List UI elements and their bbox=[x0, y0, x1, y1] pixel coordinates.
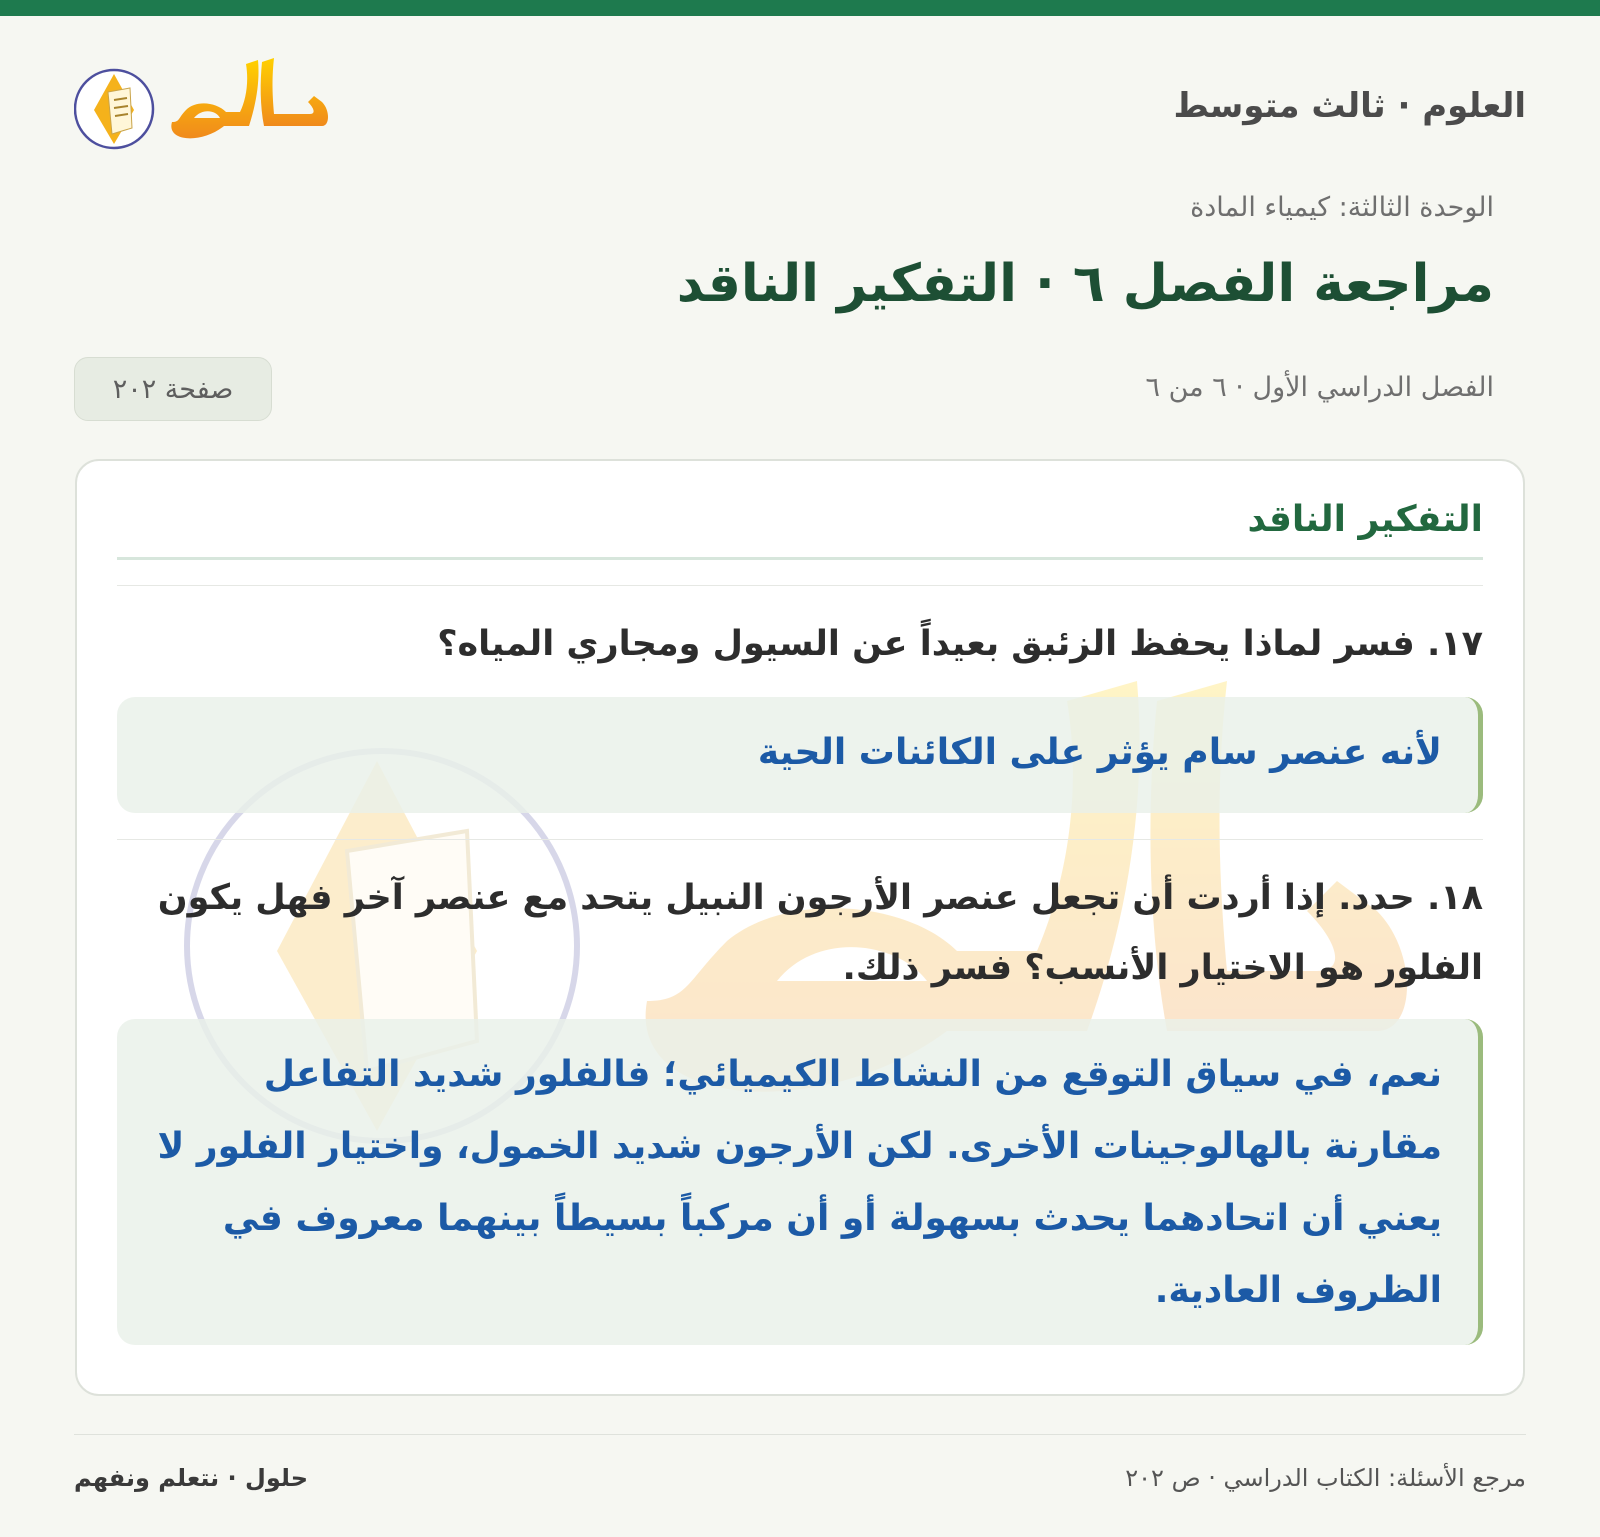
footer-reference: مرجع الأسئلة: الكتاب الدراسي · ص ٢٠٢ bbox=[1125, 1464, 1526, 1492]
unit-label: الوحدة الثالثة: كيمياء المادة bbox=[1190, 192, 1494, 223]
logo-icon bbox=[74, 52, 334, 162]
page-header bbox=[74, 52, 1526, 162]
question-divider bbox=[117, 585, 1483, 586]
hulul-logo[interactable] bbox=[74, 52, 334, 162]
page-badge: صفحة ٢٠٢ bbox=[74, 357, 272, 421]
review-card bbox=[75, 459, 1525, 1396]
heading-divider bbox=[117, 557, 1483, 560]
answer-18: نعم، في سياق التوقع من النشاط الكيميائي؛ فالفلور شديد التفاعل مقارنة بالهالوجينات الأخرى. لكن الأرجون شديد الخمول، واختيار الفلور لا يعني أن اتحادهما يحدث بسهولة أو أن مركباً بسيطاً بينهما معروف في الظروف العادية. bbox=[117, 1019, 1483, 1345]
question-17: ١٧. فسر لماذا يحفظ الزئبق بعيداً عن السيول ومجاري المياه؟ bbox=[437, 624, 1483, 664]
footer-divider bbox=[74, 1434, 1526, 1435]
top-accent-bar bbox=[0, 0, 1600, 16]
section-heading: التفكير الناقد bbox=[1247, 499, 1483, 540]
chapter-title: مراجعة الفصل ٦ · التفكير الناقد bbox=[676, 254, 1494, 314]
subject-title: العلوم · ثالث متوسط bbox=[1173, 86, 1526, 126]
semester-label: الفصل الدراسي الأول · ٦ من ٦ bbox=[1145, 372, 1494, 403]
answer-17: لأنه عنصر سام يؤثر على الكائنات الحية bbox=[117, 697, 1483, 813]
footer-brand: حلول · نتعلم ونفهم bbox=[74, 1464, 308, 1492]
question-18: ١٨. حدد. إذا أردت أن تجعل عنصر الأرجون النبيل يتحد مع عنصر آخر فهل يكون الفلور هو الاختيار الأنسب؟ فسر ذلك. bbox=[157, 878, 1483, 988]
question-divider bbox=[117, 839, 1483, 840]
